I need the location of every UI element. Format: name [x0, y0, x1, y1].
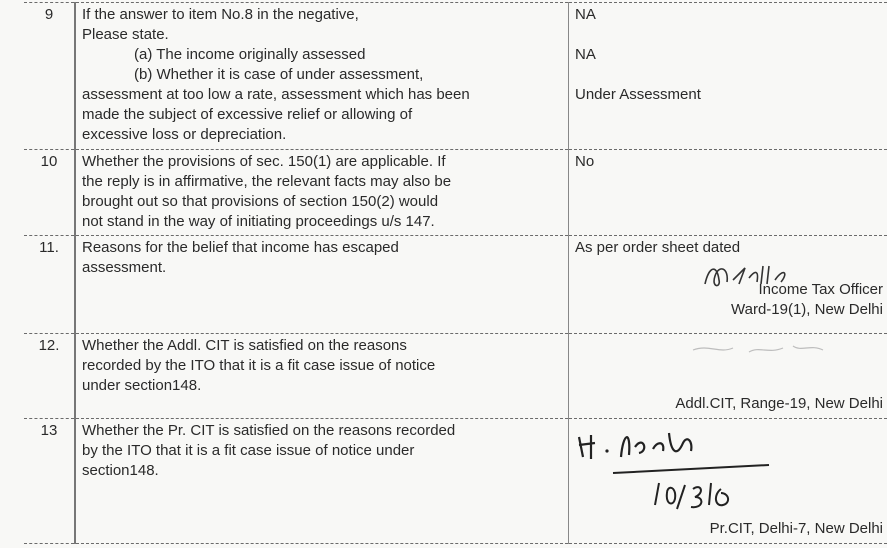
table-row [24, 3, 887, 150]
table-row [24, 236, 887, 334]
question-line: brought out so that provisions of section 150(2) would [82, 193, 439, 210]
question-line: Reasons for the belief that income has escaped [82, 239, 399, 256]
question-line: If the answer to item No.8 in the negative, [82, 6, 359, 23]
answer-text: Under Assessment [575, 86, 701, 103]
pr-cit-designation [710, 519, 883, 539]
signature-title: Income Tax Officer [758, 281, 883, 298]
question-line: Please state. [82, 26, 169, 43]
row-number: 11. [24, 236, 75, 334]
question-line: excessive loss or depreciation. [82, 126, 287, 143]
question-line: (b) Whether it is case of under assessment, [134, 66, 424, 83]
answer-text: No [575, 153, 595, 170]
question-line: made the subject of excessive relief or allowing of [82, 106, 413, 123]
question-line: recorded by the ITO that it is a fit case issue of notice [82, 357, 436, 374]
faint-scribble [689, 338, 829, 358]
answer-cell [569, 419, 887, 544]
answer-cell [569, 334, 887, 419]
question-cell [75, 334, 569, 419]
question-cell [75, 3, 569, 150]
signature-title: Addl.CIT, Range-19, New Delhi [675, 395, 883, 412]
table-row [24, 419, 887, 544]
table-row [24, 334, 887, 419]
question-line: assessment at too low a rate, assessment which has been [82, 86, 470, 103]
answer-cell [569, 150, 887, 236]
question-cell [75, 150, 569, 236]
row-number: 10 [24, 150, 75, 236]
question-line: the reply is in affirmative, the relevant facts may also be [82, 173, 452, 190]
table-row [24, 150, 887, 236]
question-cell [75, 236, 569, 334]
row-number: 9 [24, 3, 75, 150]
question-line: Whether the provisions of sec. 150(1) are applicable. If [82, 153, 446, 170]
signature-title: Pr.CIT, Delhi-7, New Delhi [709, 520, 883, 537]
addl-cit-designation [675, 394, 883, 414]
question-line: Whether the Addl. CIT is satisfied on the reasons [82, 337, 407, 354]
question-line: by the ITO that it is a fit case issue of notice under [82, 442, 415, 459]
question-line: Whether the Pr. CIT is satisfied on the reasons recorded [82, 422, 456, 439]
row-number: 12. [24, 334, 75, 419]
question-line: (a) The income originally assessed [134, 46, 366, 63]
answer-cell [569, 236, 887, 334]
answer-text: NA [575, 46, 596, 63]
form-table [24, 2, 887, 544]
signature-office: Ward-19(1), New Delhi [731, 301, 883, 318]
question-line: under section148. [82, 377, 202, 394]
question-cell [75, 419, 569, 544]
pr-cit-signature [573, 423, 783, 513]
answer-cell [569, 3, 887, 150]
question-line: assessment. [82, 259, 167, 276]
question-line: not stand in the way of initiating proceedings u/s 147. [82, 213, 435, 230]
ito-designation [731, 280, 883, 320]
answer-text: As per order sheet dated [575, 239, 741, 256]
question-line: section148. [82, 462, 159, 479]
row-number: 13 [24, 419, 75, 544]
answer-text: NA [575, 6, 596, 23]
